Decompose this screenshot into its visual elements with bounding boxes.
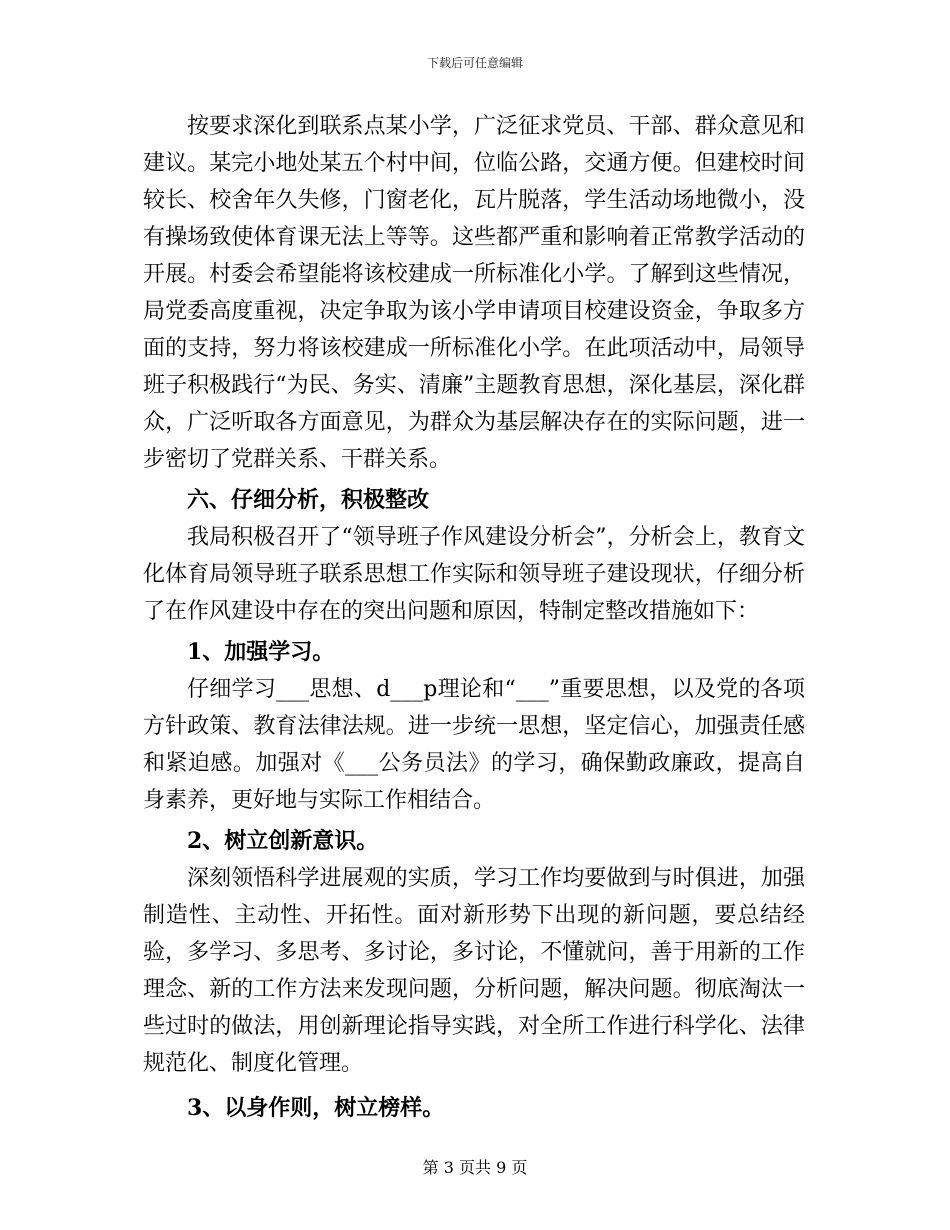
page-number-footer: 第 3 页共 9 页 bbox=[422, 1158, 528, 1177]
subheading-lead-by-example: 3、以身作则，树立榜样。 bbox=[187, 1095, 445, 1121]
subheading-strengthen-study: 1、加强学习。 bbox=[187, 639, 335, 665]
paragraph-analysis-meeting: 我局积极召开了“领导班子作风建设分析会”，分析会上，教育文化体育局领导班子联系思想工作实际和领导班子建设现状，仔细分析了在作风建设中存在的突出问题和原因，特制定整改措施如下： bbox=[143, 525, 805, 624]
paragraph-visit-school: 按要求深化到联系点某小学，广泛征求党员、干部、群众意见和建议。某完小地处某五个村中间，位临公路，交通方便。但建校时间较长、校舍年久失修，门窗老化，瓦片脱落，学生活动场地微小，没有操场致使体育课无法上等等。这些都严重和影响着正常教学活动的开展。村委会希望能将该校建成一所标准化小学。了解到这些情况，局党委高度重视，决定争取为该小学申请项目校建设资金，争取多方面的支持，努力将该校建成一所标准化小学。在此项活动中，局领导班子积极践行“为民、务实、清廉”主题教育思想，深化基层，深化群众，广泛听取各方面意见，为群众为基层解决存在的实际问题，进一步密切了党群关系、干群关系。 bbox=[143, 114, 805, 472]
page-header: 下载后可任意编辑 bbox=[426, 56, 523, 70]
section-heading-six: 六、仔细分析，积极整改 bbox=[187, 487, 430, 513]
subheading-innovation: 2、树立创新意识。 bbox=[187, 828, 379, 854]
paragraph-innovation: 深刻领悟科学进展观的实质，学习工作均要做到与时俱进，加强制造性、主动性、开拓性。面对新形势下出现的新问题，要总结经验，多学习、多思考、多讨论，多讨论，不懂就问，善于用新的工作理念、新的工作方法来发现问题，分析问题，解决问题。彻底淘汰一些过时的做法，用创新理论指导实践，对全所工作进行科学化、法律规范化、制度化管理。 bbox=[143, 866, 805, 1076]
paragraph-study: 仔细学习___思想、d___p理论和“___”重要思想，以及党的各项方针政策、教育法律法规。进一步统一思想，坚定信心，加强责任感和紧迫感。加强对《___公务员法》的学习，确保勤政廉政，提高自身素养，更好地与实际工作相结合。 bbox=[143, 677, 805, 813]
document-body bbox=[143, 108, 805, 1127]
